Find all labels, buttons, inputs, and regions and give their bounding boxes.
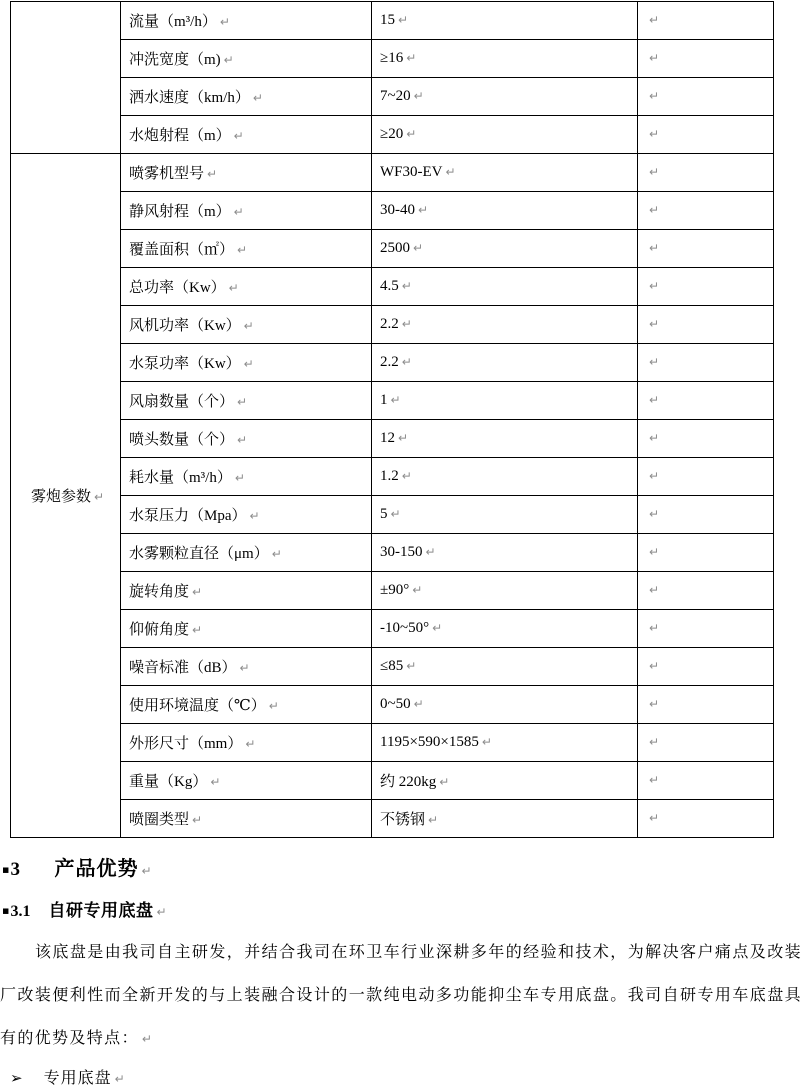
paragraph-mark-icon: ↵ bbox=[141, 1032, 154, 1046]
spec-param-label: 水炮射程（m） bbox=[129, 128, 231, 144]
spec-param-label: 外形尺寸（mm） bbox=[129, 736, 243, 752]
paragraph-mark-icon: ↵ bbox=[239, 661, 250, 675]
paragraph-mark-icon: ↵ bbox=[649, 127, 660, 141]
paragraph-mark-icon: ↵ bbox=[406, 127, 417, 141]
paragraph-mark-icon: ↵ bbox=[252, 91, 263, 105]
spec-value: 2.2 bbox=[380, 354, 399, 370]
spec-value-cell bbox=[372, 648, 638, 686]
paragraph-mark-icon: ↵ bbox=[432, 621, 443, 635]
subheading-number: 3.1 bbox=[10, 903, 31, 920]
paragraph-mark-icon: ↵ bbox=[649, 811, 660, 825]
table-row bbox=[11, 686, 774, 724]
paragraph-mark-icon: ↵ bbox=[268, 699, 279, 713]
spec-value-cell bbox=[372, 116, 638, 154]
spec-value: 7~20 bbox=[380, 88, 411, 104]
spec-value: 不锈钢 bbox=[380, 812, 426, 828]
spec-value-cell bbox=[372, 686, 638, 724]
paragraph-mark-icon: ↵ bbox=[398, 431, 409, 445]
paragraph-mark-icon: ↵ bbox=[413, 697, 424, 711]
spec-value: 1195×590×1585 bbox=[380, 734, 479, 750]
spec-param-cell bbox=[121, 382, 372, 420]
paragraph-mark-icon: ↵ bbox=[412, 583, 423, 597]
spec-param-cell bbox=[121, 154, 372, 192]
spec-empty-cell bbox=[638, 268, 774, 306]
paragraph-mark-icon: ↵ bbox=[649, 469, 660, 483]
table-row bbox=[11, 610, 774, 648]
table-row bbox=[11, 762, 774, 800]
paragraph-mark-icon: ↵ bbox=[93, 490, 105, 504]
paragraph-mark-icon: ↵ bbox=[649, 89, 660, 103]
spec-empty-cell bbox=[638, 382, 774, 420]
spec-group-cell bbox=[11, 154, 121, 838]
paragraph-mark-icon: ↵ bbox=[649, 393, 660, 407]
paragraph-mark-icon: ↵ bbox=[245, 737, 256, 751]
spec-param-cell bbox=[121, 534, 372, 572]
paragraph-mark-icon: ↵ bbox=[233, 205, 244, 219]
spec-value: -10~50° bbox=[380, 620, 430, 636]
paragraph-mark-icon: ↵ bbox=[207, 167, 218, 181]
spec-param-label: 喷雾机型号 bbox=[129, 166, 205, 182]
spec-value: 4.5 bbox=[380, 278, 399, 294]
paragraph-mark-icon: ↵ bbox=[390, 507, 401, 521]
spec-param-cell bbox=[121, 306, 372, 344]
spec-value: 约 220kg bbox=[380, 774, 437, 790]
spec-param-cell bbox=[121, 496, 372, 534]
spec-empty-cell bbox=[638, 724, 774, 762]
subheading-title: 自研专用底盘 bbox=[48, 901, 154, 920]
heading-product-advantages bbox=[2, 855, 802, 885]
spec-empty-cell bbox=[638, 116, 774, 154]
spec-value: 1.2 bbox=[380, 468, 399, 484]
spec-param-cell bbox=[121, 686, 372, 724]
spec-param-label: 冲洗宽度（m) bbox=[129, 52, 221, 68]
spec-value-cell bbox=[372, 762, 638, 800]
spec-value: WF30-EV bbox=[380, 164, 443, 180]
spec-param-label: 水泵压力（Mpa） bbox=[129, 508, 247, 524]
paragraph-mark-icon: ↵ bbox=[398, 13, 409, 27]
heading-self-developed-chassis bbox=[2, 898, 802, 925]
paragraph-mark-icon: ↵ bbox=[649, 279, 660, 293]
spec-value-cell bbox=[372, 420, 638, 458]
spec-value-cell bbox=[372, 230, 638, 268]
paragraph-mark-icon: ↵ bbox=[649, 13, 660, 27]
table-row bbox=[11, 192, 774, 230]
spec-value: ≥16 bbox=[380, 50, 404, 66]
spec-param-cell bbox=[121, 648, 372, 686]
body-paragraph bbox=[0, 931, 802, 1061]
paragraph-mark-icon: ↵ bbox=[649, 507, 660, 521]
spec-empty-cell bbox=[638, 610, 774, 648]
table-row bbox=[11, 230, 774, 268]
spec-empty-cell bbox=[638, 2, 774, 40]
spec-param-cell bbox=[121, 800, 372, 838]
spec-param-label: 总功率（Kw） bbox=[129, 280, 226, 296]
spec-value: ±90° bbox=[380, 582, 410, 598]
paragraph-mark-icon: ↵ bbox=[401, 469, 412, 483]
paragraph-mark-icon: ↵ bbox=[481, 735, 492, 749]
spec-param-cell bbox=[121, 610, 372, 648]
spec-value-cell bbox=[372, 40, 638, 78]
paragraph-mark-icon: ↵ bbox=[425, 545, 436, 559]
spec-group-label: 雾炮参数 bbox=[30, 489, 91, 505]
spec-value: 5 bbox=[380, 506, 388, 522]
table-row bbox=[11, 2, 774, 40]
paragraph-mark-icon: ↵ bbox=[219, 15, 230, 29]
spec-empty-cell bbox=[638, 154, 774, 192]
table-row bbox=[11, 40, 774, 78]
spec-value: 1 bbox=[380, 392, 388, 408]
spec-param-cell bbox=[121, 78, 372, 116]
table-row bbox=[11, 382, 774, 420]
table-row bbox=[11, 78, 774, 116]
body-paragraph-text: 该底盘是由我司自主研发，并结合我司在环卫车行业深耕多年的经验和技术，为解决客户痛点及改装厂改装便利性而全新开发的与上装融合设计的一款纯电动多功能抑尘车专用底盘。我司自研专用车底盘具有的优势及特点： bbox=[0, 944, 802, 1047]
paragraph-mark-icon: ↵ bbox=[445, 165, 456, 179]
paragraph-mark-icon: ↵ bbox=[649, 317, 660, 331]
table-row bbox=[11, 458, 774, 496]
spec-table-body bbox=[11, 2, 774, 838]
spec-param-cell bbox=[121, 268, 372, 306]
spec-value-cell bbox=[372, 572, 638, 610]
spec-param-label: 喷头数量（个） bbox=[129, 432, 235, 448]
table-row bbox=[11, 154, 774, 192]
spec-param-cell bbox=[121, 116, 372, 154]
spec-value: ≤85 bbox=[380, 658, 404, 674]
spec-param-label: 流量（m³/h） bbox=[129, 14, 217, 30]
spec-value: 2500 bbox=[380, 240, 410, 256]
paragraph-mark-icon: ↵ bbox=[649, 241, 660, 255]
paragraph-mark-icon: ↵ bbox=[413, 89, 424, 103]
spec-empty-cell bbox=[638, 230, 774, 268]
heading-block-marker-icon: ▪ bbox=[2, 904, 10, 917]
spec-param-cell bbox=[121, 192, 372, 230]
spec-empty-cell bbox=[638, 762, 774, 800]
spec-param-cell bbox=[121, 724, 372, 762]
spec-value-cell bbox=[372, 724, 638, 762]
spec-param-cell bbox=[121, 420, 372, 458]
heading-title: 产品优势 bbox=[54, 858, 139, 880]
paragraph-mark-icon: ↵ bbox=[156, 905, 167, 919]
paragraph-mark-icon: ↵ bbox=[390, 393, 401, 407]
spec-param-label: 水泵功率（Kw） bbox=[129, 356, 241, 372]
spec-value: 12 bbox=[380, 430, 395, 446]
spec-value-cell bbox=[372, 306, 638, 344]
table-row bbox=[11, 116, 774, 154]
paragraph-mark-icon: ↵ bbox=[233, 129, 244, 143]
arrow-bullet-icon: ➢ bbox=[10, 1069, 23, 1087]
paragraph-mark-icon: ↵ bbox=[401, 317, 412, 331]
paragraph-mark-icon: ↵ bbox=[649, 583, 660, 597]
spec-param-label: 风机功率（Kw） bbox=[129, 318, 241, 334]
table-row bbox=[11, 420, 774, 458]
spec-value-cell bbox=[372, 154, 638, 192]
spec-value: 30-150 bbox=[380, 544, 423, 560]
paragraph-mark-icon: ↵ bbox=[223, 53, 234, 67]
paragraph-mark-icon: ↵ bbox=[649, 697, 660, 711]
paragraph-mark-icon: ↵ bbox=[649, 203, 660, 217]
spec-value: 15 bbox=[380, 12, 395, 28]
spec-param-label: 噪音标准（dB） bbox=[129, 660, 237, 676]
heading-block-marker-icon: ▪ bbox=[2, 863, 10, 876]
spec-param-cell bbox=[121, 572, 372, 610]
table-row bbox=[11, 572, 774, 610]
spec-param-cell bbox=[121, 344, 372, 382]
paragraph-mark-icon: ↵ bbox=[192, 813, 203, 827]
spec-param-cell bbox=[121, 762, 372, 800]
spec-param-label: 覆盖面积（㎡） bbox=[129, 242, 235, 258]
spec-param-cell bbox=[121, 230, 372, 268]
table-row bbox=[11, 496, 774, 534]
paragraph-mark-icon: ↵ bbox=[649, 773, 660, 787]
paragraph-mark-icon: ↵ bbox=[649, 545, 660, 559]
paragraph-mark-icon: ↵ bbox=[406, 659, 417, 673]
table-row bbox=[11, 534, 774, 572]
spec-param-cell bbox=[121, 40, 372, 78]
paragraph-mark-icon: ↵ bbox=[237, 243, 248, 257]
spec-value-cell bbox=[372, 78, 638, 116]
spec-param-cell bbox=[121, 2, 372, 40]
document-page bbox=[0, 1, 802, 1087]
spec-value-cell bbox=[372, 268, 638, 306]
spec-empty-cell bbox=[638, 40, 774, 78]
spec-value: 30-40 bbox=[380, 202, 415, 218]
paragraph-mark-icon: ↵ bbox=[649, 51, 660, 65]
paragraph-mark-icon: ↵ bbox=[649, 621, 660, 635]
paragraph-mark-icon: ↵ bbox=[401, 279, 412, 293]
spec-value-cell bbox=[372, 458, 638, 496]
paragraph-mark-icon: ↵ bbox=[192, 623, 203, 637]
table-row bbox=[11, 724, 774, 762]
paragraph-mark-icon: ↵ bbox=[243, 319, 254, 333]
spec-empty-cell bbox=[638, 686, 774, 724]
spec-param-label: 喷圈类型 bbox=[129, 812, 190, 828]
spec-empty-cell bbox=[638, 344, 774, 382]
paragraph-mark-icon: ↵ bbox=[192, 585, 203, 599]
paragraph-mark-icon: ↵ bbox=[649, 735, 660, 749]
spec-value: 2.2 bbox=[380, 316, 399, 332]
spec-value-cell bbox=[372, 496, 638, 534]
spec-value-cell bbox=[372, 382, 638, 420]
spec-empty-cell bbox=[638, 648, 774, 686]
paragraph-mark-icon: ↵ bbox=[401, 355, 412, 369]
paragraph-mark-icon: ↵ bbox=[237, 433, 248, 447]
spec-param-label: 静风射程（m） bbox=[129, 204, 231, 220]
paragraph-mark-icon: ↵ bbox=[114, 1072, 125, 1086]
spec-table bbox=[10, 1, 774, 838]
spec-empty-cell bbox=[638, 306, 774, 344]
table-row bbox=[11, 268, 774, 306]
spec-value-cell bbox=[372, 800, 638, 838]
spec-empty-cell bbox=[638, 534, 774, 572]
spec-empty-cell bbox=[638, 420, 774, 458]
spec-param-label: 重量（Kg） bbox=[129, 774, 208, 790]
paragraph-mark-icon: ↵ bbox=[249, 509, 260, 523]
spec-value-cell bbox=[372, 610, 638, 648]
paragraph-mark-icon: ↵ bbox=[649, 659, 660, 673]
paragraph-mark-icon: ↵ bbox=[649, 431, 660, 445]
spec-empty-cell bbox=[638, 458, 774, 496]
table-row bbox=[11, 648, 774, 686]
spec-value-cell bbox=[372, 192, 638, 230]
spec-param-label: 洒水速度（km/h） bbox=[129, 90, 250, 106]
spec-param-label: 仰俯角度 bbox=[129, 622, 190, 638]
bullet-label: 专用底盘 bbox=[43, 1070, 112, 1087]
spec-param-label: 风扇数量（个） bbox=[129, 394, 235, 410]
spec-value-cell bbox=[372, 534, 638, 572]
spec-value-cell bbox=[372, 2, 638, 40]
heading-number: 3 bbox=[10, 859, 20, 880]
paragraph-mark-icon: ↵ bbox=[406, 51, 417, 65]
paragraph-mark-icon: ↵ bbox=[649, 165, 660, 179]
paragraph-mark-icon: ↵ bbox=[413, 241, 424, 255]
spec-param-label: 耗水量（m³/h） bbox=[129, 470, 232, 486]
paragraph-mark-icon: ↵ bbox=[141, 864, 152, 878]
paragraph-mark-icon: ↵ bbox=[271, 547, 282, 561]
spec-empty-cell bbox=[638, 800, 774, 838]
paragraph-mark-icon: ↵ bbox=[649, 355, 660, 369]
bullet-item-special-chassis bbox=[10, 1066, 802, 1091]
paragraph-mark-icon: ↵ bbox=[210, 775, 221, 789]
table-row bbox=[11, 344, 774, 382]
spec-value: 0~50 bbox=[380, 696, 411, 712]
paragraph-mark-icon: ↵ bbox=[237, 395, 248, 409]
paragraph-mark-icon: ↵ bbox=[428, 813, 439, 827]
paragraph-mark-icon: ↵ bbox=[234, 471, 245, 485]
table-row bbox=[11, 306, 774, 344]
spec-param-label: 水雾颗粒直径（μm） bbox=[129, 546, 269, 562]
spec-param-label: 旋转角度 bbox=[129, 584, 190, 600]
spec-value: ≥20 bbox=[380, 126, 404, 142]
paragraph-mark-icon: ↵ bbox=[228, 281, 239, 295]
spec-empty-cell bbox=[638, 496, 774, 534]
spec-param-cell bbox=[121, 458, 372, 496]
spec-value-cell bbox=[372, 344, 638, 382]
spec-empty-cell bbox=[638, 192, 774, 230]
spec-group-cell bbox=[11, 2, 121, 154]
spec-param-label: 使用环境温度（℃） bbox=[129, 698, 266, 714]
paragraph-mark-icon: ↵ bbox=[418, 203, 429, 217]
paragraph-mark-icon: ↵ bbox=[243, 357, 254, 371]
table-row bbox=[11, 800, 774, 838]
paragraph-mark-icon: ↵ bbox=[439, 775, 450, 789]
spec-empty-cell bbox=[638, 572, 774, 610]
spec-empty-cell bbox=[638, 78, 774, 116]
